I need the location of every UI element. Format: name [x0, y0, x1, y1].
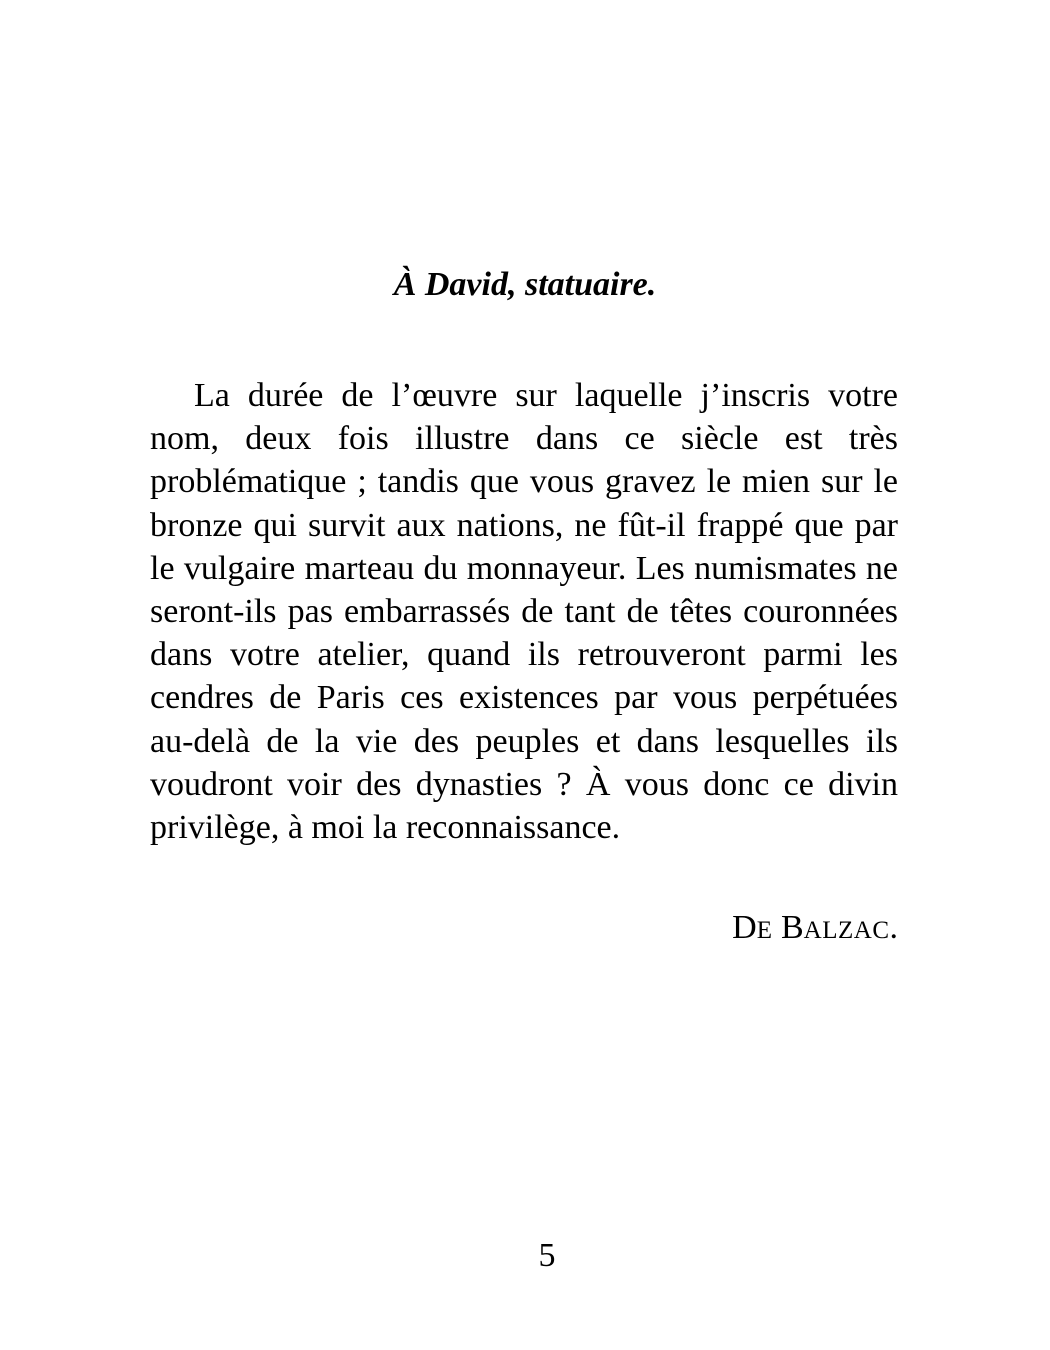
dedication-paragraph: La durée de l’œuvre sur laquelle j’inscris votre nom, deux fois illustre dans ce siècle est très problématique ; tandis que vous gravez le mien sur le bronze qui survit aux nations, ne fût-il frappé que par le vulgaire marteau du monnayeur. Les numismates ne seront-ils pas embarrassés de tant de têtes couronnées dans votre atelier, quand ils retrouveront parmi les cendres de Paris ces existences par vous perpétuées au-delà de la vie des peuples et dans lesquelles ils voudront voir des dynasties ? À vous donc ce divin privilège, à moi la reconnaissance.: [150, 377, 898, 847]
signature-d: D: [732, 909, 757, 946]
dedication-title: À David, statuaire.: [393, 266, 657, 303]
page-number: 5: [538, 1237, 556, 1274]
signature-alzac: ALZAC: [803, 917, 890, 944]
signature-e: E: [756, 917, 773, 944]
signature-period: .: [889, 909, 898, 946]
signature-b: B: [780, 909, 804, 946]
author-signature: [150, 906, 898, 952]
